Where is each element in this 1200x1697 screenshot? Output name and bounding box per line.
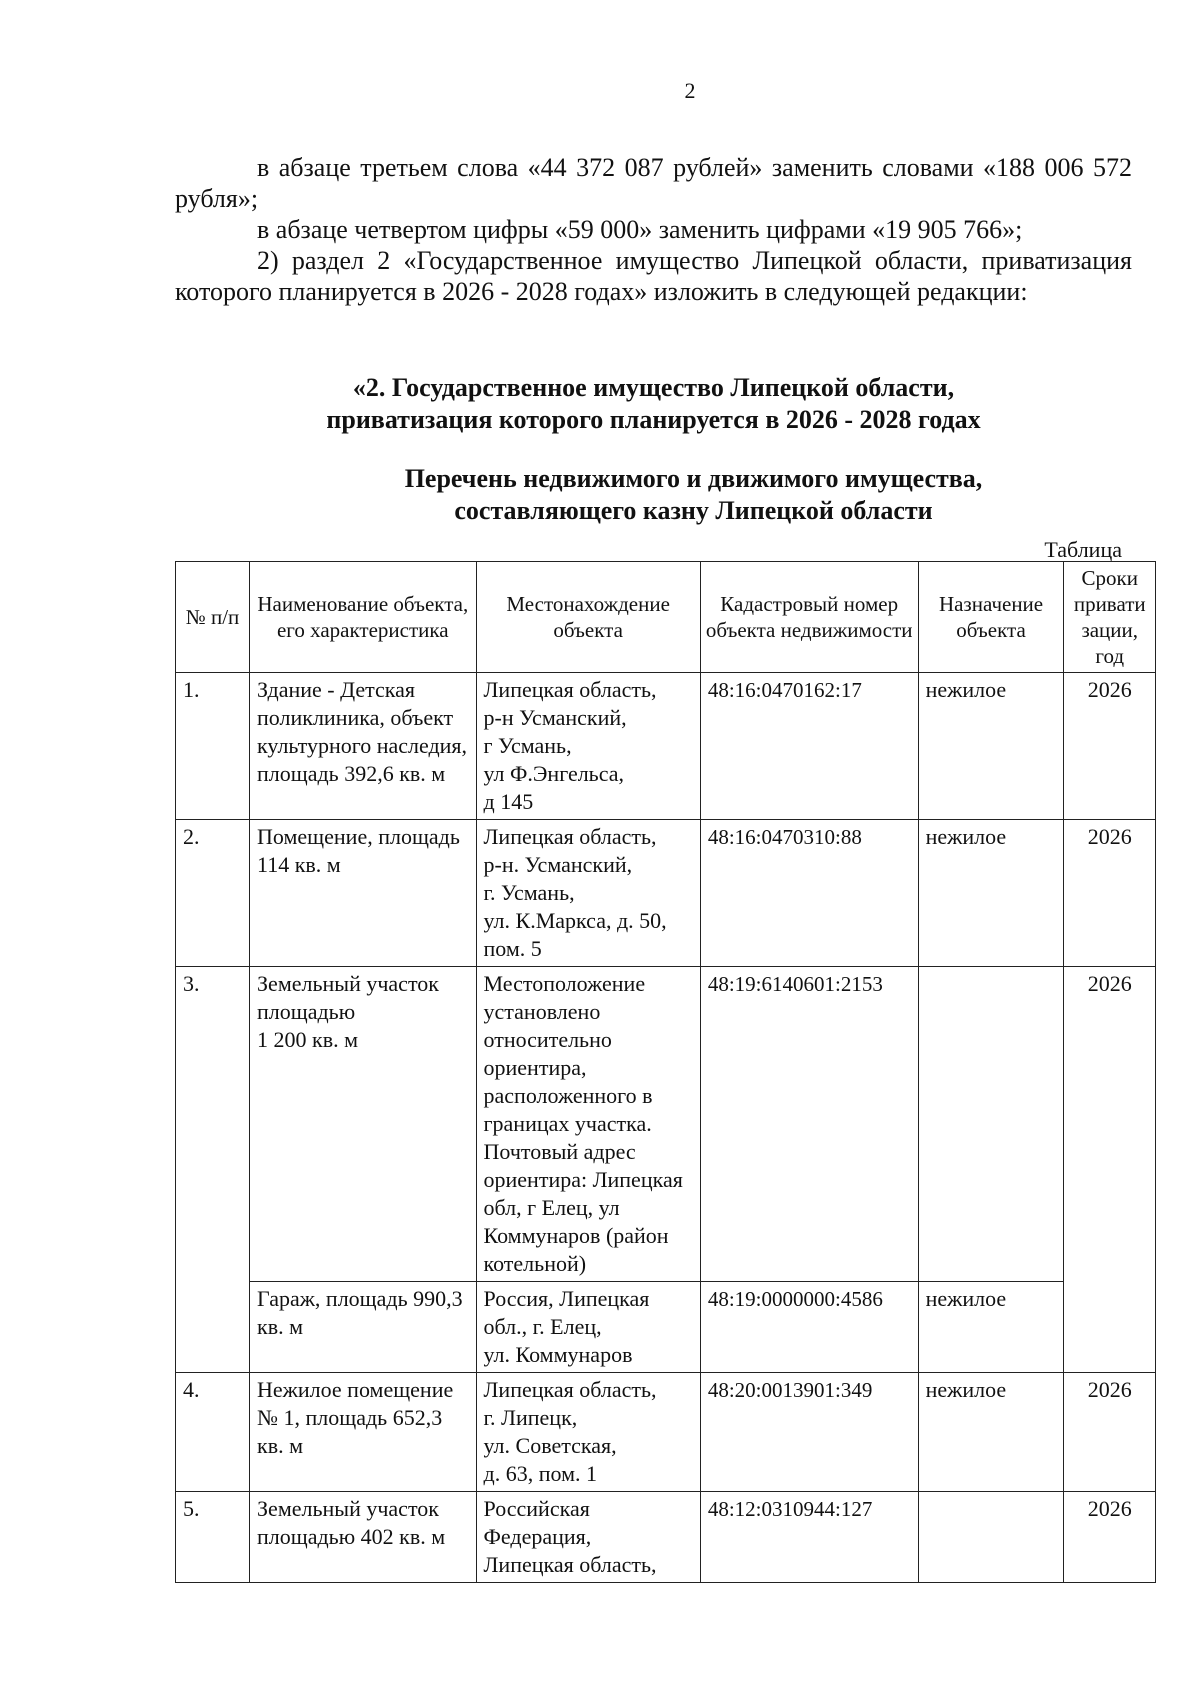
table-row [176, 1282, 1156, 1373]
row-cadastral: 48:16:0470310:88 [700, 820, 918, 967]
row-cadastral: 48:12:0310944:127 [700, 1492, 918, 1583]
list-title: Перечень недвижимого и движимого имущества, составляющего казну Липецкой области [404, 464, 983, 525]
header-name: Наименование объекта, его характеристика [250, 562, 476, 673]
row-term: 2026 [1064, 673, 1156, 820]
row-purpose: нежилое [918, 1373, 1064, 1492]
body-text [175, 152, 1132, 307]
property-table [175, 561, 1156, 1583]
row-name: Гараж, площадь 990,3 кв. м [250, 1282, 476, 1373]
row-location: Липецкая область, р-н. Усманский, г. Усмань, ул. К.Маркса, д. 50, пом. 5 [476, 820, 700, 967]
table-row [176, 820, 1156, 967]
header-cadastral: Кадастровый номер объекта недвижимости [700, 562, 918, 673]
table-row [176, 967, 1156, 1282]
row-term: 2026 [1064, 1492, 1156, 1583]
header-location: Местонахождение объекта [476, 562, 700, 673]
row-name: Здание - Детская поликлиника, объект культурного наследия, площадь 392,6 кв. м [250, 673, 476, 820]
row-location: Россия, Липецкая обл., г. Елец, ул. Коммунаров [476, 1282, 700, 1373]
row-name: Земельный участок площадью 402 кв. м [250, 1492, 476, 1583]
row-cadastral: 48:16:0470162:17 [700, 673, 918, 820]
header-num: № п/п [176, 562, 250, 673]
header-term: Сроки привати зации, год [1064, 562, 1156, 673]
row-cadastral: 48:20:0013901:349 [700, 1373, 918, 1492]
table-caption: Таблица [1044, 537, 1122, 562]
section-title: «2. Государственное имущество Липецкой области, приватизация которого планируется в 2026 - 2028 годах [326, 373, 981, 434]
row-location: Российская Федерация, Липецкая область, [476, 1492, 700, 1583]
paragraph-3: 2) раздел 2 «Государственное имущество Липецкой области, приватизация которого планируется в 2026 - 2028 годах» изложить в следующей редакции: [175, 246, 1132, 306]
row-location: Местоположение установлено относительно ориентира, расположенного в границах участка. Почтовый адрес ориентира: Липецкая обл, г Елец, ул Коммунаров (район котельной) [476, 967, 700, 1282]
row-num: 2. [176, 820, 250, 967]
row-term: 2026 [1064, 967, 1156, 1373]
row-purpose: нежилое [918, 820, 1064, 967]
row-name: Нежилое помещение № 1, площадь 652,3 кв. м [250, 1373, 476, 1492]
row-purpose: нежилое [918, 1282, 1064, 1373]
table-row [176, 1373, 1156, 1492]
row-cadastral: 48:19:6140601:2153 [700, 967, 918, 1282]
page-number: 2 [684, 78, 696, 103]
row-name: Земельный участок площадью 1 200 кв. м [250, 967, 476, 1282]
table-row [176, 1492, 1156, 1583]
row-num: 1. [176, 673, 250, 820]
row-purpose: нежилое [918, 673, 1064, 820]
table-row [176, 673, 1156, 820]
row-cadastral: 48:19:0000000:4586 [700, 1282, 918, 1373]
row-purpose [918, 967, 1064, 1282]
row-num: 4. [176, 1373, 250, 1492]
row-num: 3. [176, 967, 250, 1373]
header-purpose: Назначение объекта [918, 562, 1064, 673]
paragraph-1: в абзаце третьем слова «44 372 087 рублей» заменить словами «188 006 572 рубля»; [175, 153, 1132, 213]
row-term: 2026 [1064, 820, 1156, 967]
row-location: Липецкая область, р-н Усманский, г Усмань, ул Ф.Энгельса, д 145 [476, 673, 700, 820]
row-location: Липецкая область, г. Липецк, ул. Советская, д. 63, пом. 1 [476, 1373, 700, 1492]
row-name: Помещение, площадь 114 кв. м [250, 820, 476, 967]
row-purpose [918, 1492, 1064, 1583]
paragraph-2: в абзаце четвертом цифры «59 000» заменить цифрами «19 905 766»; [257, 215, 1023, 244]
table-header-row [176, 562, 1156, 673]
row-num: 5. [176, 1492, 250, 1583]
row-term: 2026 [1064, 1373, 1156, 1492]
